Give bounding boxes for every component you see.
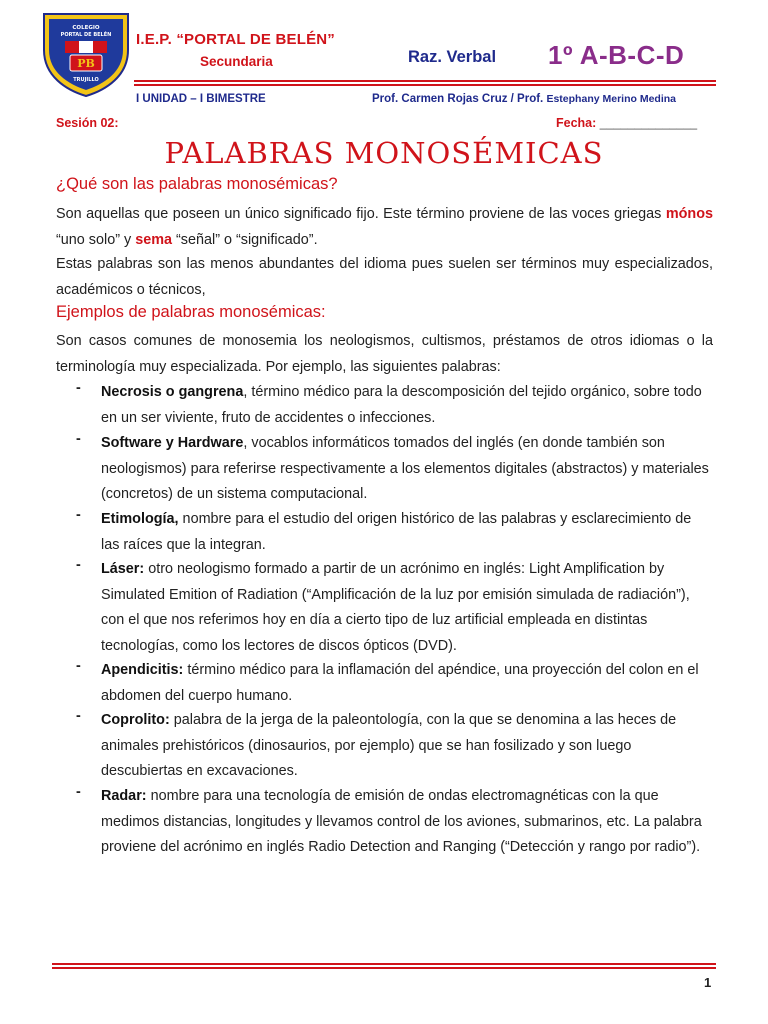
list-item-term: Radar:	[101, 788, 147, 804]
teachers-secondary: Estephany Merino Medina	[546, 93, 676, 105]
unit-label: I UNIDAD – I BIMESTRE	[136, 93, 266, 105]
date-field	[556, 116, 697, 130]
school-level: Secundaria	[200, 54, 273, 69]
teachers-primary: Prof. Carmen Rojas Cruz / Prof.	[372, 93, 544, 105]
svg-text:TRUJILLO: TRUJILLO	[73, 77, 99, 83]
list-item-text	[101, 507, 713, 558]
date-blank-line: ______________	[599, 116, 698, 130]
list-item-description: nombre para el estudio del origen histórico de las palabras y esclarecimiento de las raíces que la integran.	[101, 511, 692, 553]
page-title: PALABRAS MONOSÉMICAS	[164, 136, 604, 170]
bullet-dash: -	[76, 431, 81, 447]
list-item-term: Etimología,	[101, 511, 179, 527]
bullet-dash: -	[76, 658, 81, 674]
keyword-sema: sema	[135, 231, 172, 248]
svg-text:PORTAL DE BELÉN: PORTAL DE BELÉN	[60, 32, 112, 38]
section-heading-definition: ¿Qué son las palabras monosémicas?	[56, 175, 338, 193]
list-item-term: Coprolito:	[101, 712, 170, 728]
section-heading-examples: Ejemplos de palabras monosémicas:	[56, 303, 326, 321]
school-crest-logo	[40, 10, 132, 98]
list-item-text	[101, 708, 713, 785]
keyword-monos: mónos	[665, 206, 713, 222]
frequency-paragraph: Estas palabras son las menos abundantes del idioma pues suelen ser términos muy especializados, académicos o técnicos,	[56, 256, 713, 298]
header-divider-bottom	[134, 84, 716, 86]
bullet-dash: -	[76, 507, 81, 523]
subject-name: Raz. Verbal	[408, 48, 497, 66]
list-item-text	[101, 380, 713, 431]
list-item-description: , vocablos informáticos tomados del inglés (en donde también son neologismos) para referirse respectivamente a los elementos digitales (abstractos) y materiales (concretos) de un sistema computacional.	[101, 435, 709, 502]
definition-text-c: “señal” o “significado”.	[172, 231, 318, 248]
list-item-term: Láser:	[101, 561, 145, 577]
list-item-description: palabra de la jerga de la paleontología, con la que se denomina a las heces de animales prehistóricos (dinosaurios, por ejemplo) que se han fosilizado y son luego descubiertas en excavaciones.	[101, 712, 677, 779]
svg-text:PB: PB	[77, 57, 95, 70]
grade-sections: 1º A-B-C-D	[548, 40, 685, 70]
list-item-term: Software y Hardware	[101, 435, 244, 451]
list-item-text	[101, 784, 713, 861]
list-item-text	[101, 658, 713, 709]
teachers-label	[372, 93, 676, 105]
definition-paragraph	[56, 202, 713, 253]
bullet-dash: -	[76, 380, 81, 396]
list-item-text	[101, 557, 713, 659]
list-item-description: , término médico para la descomposición del tejido orgánico, sobre todo en un ser viviente, fruto de accidentes o infecciones.	[101, 384, 702, 426]
bullet-dash: -	[76, 708, 81, 724]
svg-text:COLEGIO: COLEGIO	[72, 25, 100, 31]
header-divider-top	[134, 80, 716, 82]
footer-divider-top	[52, 963, 716, 965]
definition-text-b: “uno solo” y	[56, 231, 136, 248]
definition-text-a: Son aquellas que poseen un único significado fijo. Este término proviene de las voces griegas	[56, 206, 662, 222]
list-item-term: Apendicitis:	[101, 662, 184, 678]
list-item-text	[101, 431, 713, 508]
school-name: I.E.P. “PORTAL DE BELÉN”	[136, 31, 336, 48]
list-item-description: nombre para una tecnología de emisión de ondas electromagnéticas con la que medimos distancias, longitudes y llevamos control de los aviones, submarinos, etc. La palabra proviene del acrónimo en inglés Radio Detection and Ranging (“Detección y rango por radio”).	[101, 788, 702, 855]
date-label: Fecha:	[556, 116, 597, 130]
list-item-term: Necrosis o gangrena	[101, 384, 244, 400]
session-label: Sesión 02:	[56, 116, 119, 130]
page-number: 1	[704, 975, 712, 990]
bullet-dash: -	[76, 557, 81, 573]
examples-intro-paragraph: Son casos comunes de monosemia los neologismos, cultismos, préstamos de otros idiomas o la terminología muy especializada. Por ejemplo, las siguientes palabras:	[56, 333, 713, 375]
footer-divider-bottom	[52, 967, 716, 969]
bullet-dash: -	[76, 784, 81, 800]
list-item-description: otro neologismo formado a partir de un acrónimo en inglés: Light Amplification by Simulated Emition of Radiation (“Amplificación de la luz por emisión simulada de radiación”), con el que nos referimos hoy en día a cierto tipo de luz artificial empleada en distintas tecnologías, como los lectores de discos ópticos (DVD).	[101, 561, 690, 654]
list-item-description: término médico para la inflamación del apéndice, una proyección del colon en el abdomen del cuerpo humano.	[101, 662, 699, 704]
